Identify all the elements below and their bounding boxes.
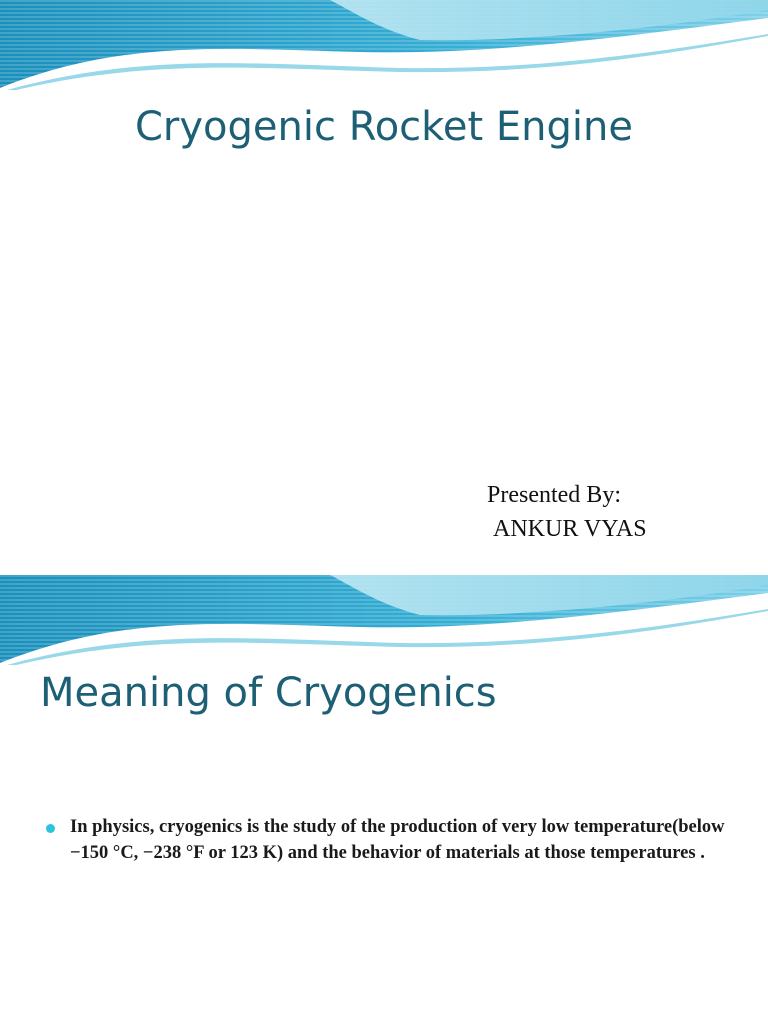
wave-header-graphic [0,0,768,90]
presenter-block [487,478,647,546]
slide-title-heading: Cryogenic Rocket Engine [135,104,633,150]
bullet-text [70,814,726,866]
presenter-label: Presented By: [487,482,621,508]
bullet-item [46,814,726,866]
bullet-term: cryogenics [158,817,243,837]
bullet-text-before: In physics, [70,817,159,837]
slide-heading: Meaning of Cryogenics [40,670,497,716]
presenter-name: ANKUR VYAS [493,516,647,542]
slide-meaning [0,575,768,1024]
bullet-text-after: is the study of the production of very low temperature(below −150 °C, −238 °F or 123 K) and the behavior of materials at those temperatures . [70,817,725,863]
wave-header-graphic [0,575,768,665]
bullet-dot-icon [46,824,55,833]
